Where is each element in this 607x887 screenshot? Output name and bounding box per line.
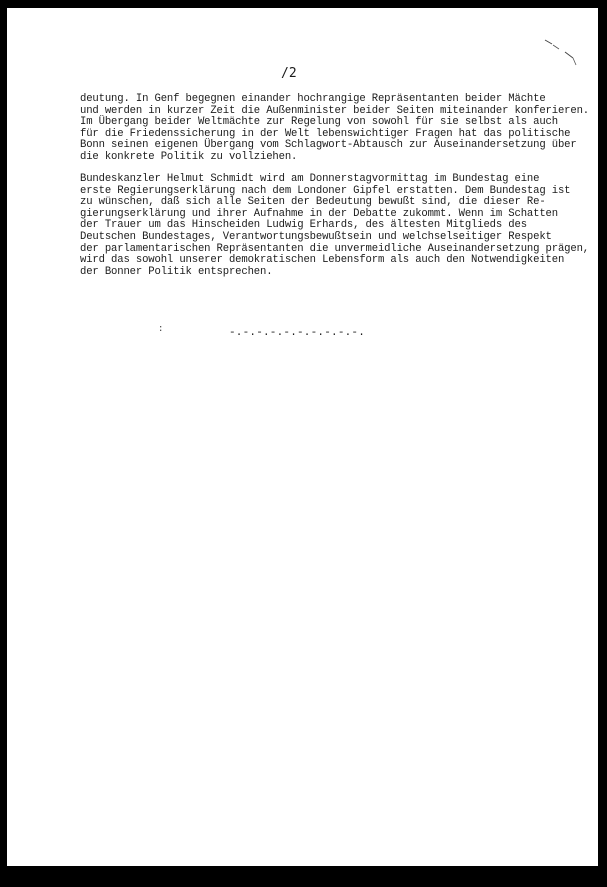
page-number: /2 [281, 66, 297, 81]
paragraph-line: für die Friedenssicherung in der Welt lebenswichtiger Fragen hat das politische [80, 127, 571, 140]
paragraph-line: zu wünschen, daß sich alle Seiten der Bedeutung bewußt sind, die dieser Re- [80, 196, 546, 209]
paragraph-line: Im Übergang beider Weltmächte zur Regelung von sowohl für sie selbst als auch [80, 116, 558, 129]
paragraph-2 [80, 174, 590, 278]
paragraph-line: Bonn seinen eigenen Übergang vom Schlagwort-Abtausch zur Auseinandersetzung über [80, 139, 577, 152]
stray-mark: : [158, 324, 164, 334]
paragraph-line: die konkrete Politik zu vollziehen. [80, 150, 298, 163]
paragraph-line: erste Regierungserklärung nach dem Londoner Gipfel erstatten. Dem Bundestag ist [80, 184, 571, 197]
paragraph-line: wird das sowohl unserer demokratischen Lebensform als auch den Notwendigkeiten [80, 254, 565, 267]
paragraph-line: gierungserklärung und ihrer Aufnahme in der Debatte zukommt. Wenn im Schatten [80, 207, 558, 220]
paragraph-1 [80, 94, 590, 164]
paragraph-line: und werden in kurzer Zeit die Außenminister beider Seiten miteinander konferieren. [80, 104, 589, 117]
paragraph-line: Deutschen Bundestages, Verantwortungsbewußtsein und welchselseitiger Respekt [80, 230, 552, 243]
scan-artifact-marks [543, 38, 583, 78]
paragraph-line: deutung. In Genf begegnen einander hochrangige Repräsentanten beider Mächte [80, 93, 546, 105]
paragraph-line: der parlamentarischen Repräsentanten die unvermeidliche Auseinandersetzung prägen, [80, 242, 589, 255]
end-of-text-mark: -.-.-.-.-.-.-.-.-.-. [229, 327, 366, 339]
document-page [7, 8, 598, 866]
paragraph-line: der Bonner Politik entsprechen. [80, 265, 273, 278]
paragraph-line: der Trauer um das Hinscheiden Ludwig Erhards, des ältesten Mitglieds des [80, 219, 527, 232]
paragraph-line: Bundeskanzler Helmut Schmidt wird am Donnerstagvormittag im Bundestag eine [80, 173, 540, 185]
